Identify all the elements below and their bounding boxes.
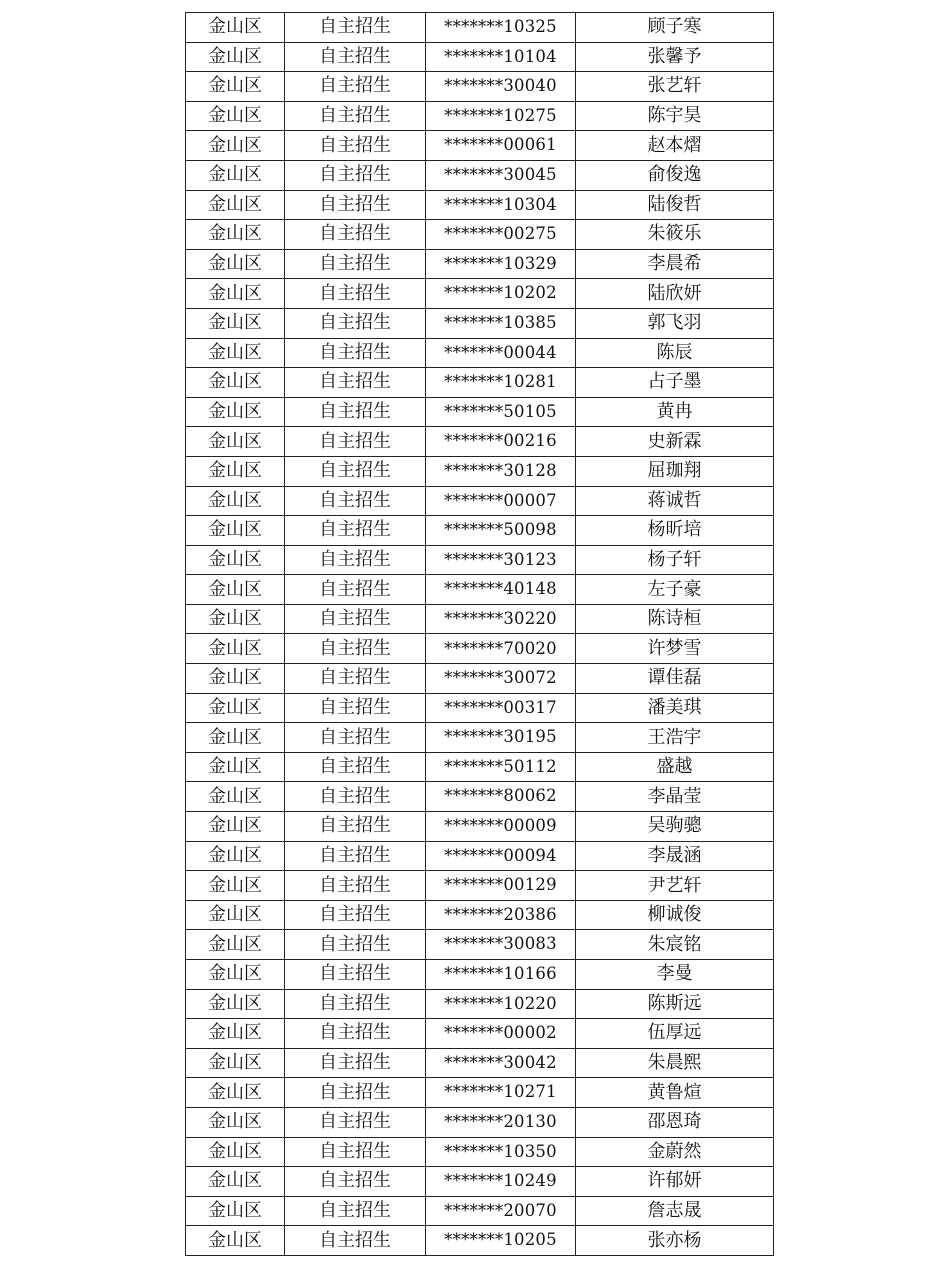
- district-cell: 金山区: [186, 545, 285, 575]
- id-cell: *******10281: [426, 368, 576, 398]
- category-cell: 自主招生: [285, 1226, 426, 1256]
- table-row: [186, 190, 774, 220]
- district-cell: 金山区: [186, 160, 285, 190]
- table-row: [186, 989, 774, 1019]
- id-cell: *******00317: [426, 693, 576, 723]
- name-cell: 杨昕培: [576, 516, 774, 546]
- category-cell: 自主招生: [285, 1196, 426, 1226]
- category-cell: 自主招生: [285, 427, 426, 457]
- category-cell: 自主招生: [285, 1078, 426, 1108]
- table-row: [186, 1048, 774, 1078]
- id-cell: *******00007: [426, 486, 576, 516]
- id-cell: *******20130: [426, 1107, 576, 1137]
- category-cell: 自主招生: [285, 871, 426, 901]
- district-cell: 金山区: [186, 1048, 285, 1078]
- category-cell: 自主招生: [285, 101, 426, 131]
- name-cell: 许郁妍: [576, 1167, 774, 1197]
- name-cell: 左子豪: [576, 575, 774, 605]
- table-row: [186, 960, 774, 990]
- name-cell: 邵恩琦: [576, 1107, 774, 1137]
- id-cell: *******00275: [426, 220, 576, 250]
- id-cell: *******40148: [426, 575, 576, 605]
- category-cell: 自主招生: [285, 1137, 426, 1167]
- category-cell: 自主招生: [285, 131, 426, 161]
- table-row: [186, 220, 774, 250]
- name-cell: 杨子轩: [576, 545, 774, 575]
- name-cell: 许梦雪: [576, 634, 774, 664]
- id-cell: *******10329: [426, 249, 576, 279]
- name-cell: 俞俊逸: [576, 160, 774, 190]
- district-cell: 金山区: [186, 930, 285, 960]
- name-cell: 蒋诚哲: [576, 486, 774, 516]
- category-cell: 自主招生: [285, 397, 426, 427]
- district-cell: 金山区: [186, 368, 285, 398]
- table-row: [186, 545, 774, 575]
- category-cell: 自主招生: [285, 782, 426, 812]
- category-cell: 自主招生: [285, 930, 426, 960]
- category-cell: 自主招生: [285, 841, 426, 871]
- id-cell: *******50098: [426, 516, 576, 546]
- category-cell: 自主招生: [285, 752, 426, 782]
- name-cell: 陆俊哲: [576, 190, 774, 220]
- id-cell: *******30123: [426, 545, 576, 575]
- district-cell: 金山区: [186, 220, 285, 250]
- category-cell: 自主招生: [285, 723, 426, 753]
- category-cell: 自主招生: [285, 220, 426, 250]
- name-cell: 史新霖: [576, 427, 774, 457]
- table-row: [186, 752, 774, 782]
- id-cell: *******00216: [426, 427, 576, 457]
- category-cell: 自主招生: [285, 900, 426, 930]
- name-cell: 盛越: [576, 752, 774, 782]
- district-cell: 金山区: [186, 664, 285, 694]
- id-cell: *******20070: [426, 1196, 576, 1226]
- name-cell: 伍厚远: [576, 1019, 774, 1049]
- district-cell: 金山区: [186, 1167, 285, 1197]
- district-cell: 金山区: [186, 190, 285, 220]
- category-cell: 自主招生: [285, 693, 426, 723]
- name-cell: 詹志晟: [576, 1196, 774, 1226]
- name-cell: 黄冉: [576, 397, 774, 427]
- name-cell: 占子墨: [576, 368, 774, 398]
- category-cell: 自主招生: [285, 190, 426, 220]
- district-cell: 金山区: [186, 13, 285, 43]
- district-cell: 金山区: [186, 308, 285, 338]
- name-cell: 张馨予: [576, 42, 774, 72]
- district-cell: 金山区: [186, 1107, 285, 1137]
- name-cell: 黄鲁煊: [576, 1078, 774, 1108]
- table-row: [186, 131, 774, 161]
- district-cell: 金山区: [186, 101, 285, 131]
- table-row: [186, 486, 774, 516]
- table-row: [186, 664, 774, 694]
- table-row: [186, 1226, 774, 1256]
- table-row: [186, 279, 774, 309]
- name-cell: 谭佳磊: [576, 664, 774, 694]
- district-cell: 金山区: [186, 338, 285, 368]
- district-cell: 金山区: [186, 486, 285, 516]
- district-cell: 金山区: [186, 989, 285, 1019]
- table-row: [186, 72, 774, 102]
- category-cell: 自主招生: [285, 989, 426, 1019]
- id-cell: *******30195: [426, 723, 576, 753]
- name-cell: 吴驹骢: [576, 812, 774, 842]
- district-cell: 金山区: [186, 1078, 285, 1108]
- id-cell: *******00094: [426, 841, 576, 871]
- table-row: [186, 634, 774, 664]
- name-cell: 郭飞羽: [576, 308, 774, 338]
- category-cell: 自主招生: [285, 1107, 426, 1137]
- category-cell: 自主招生: [285, 368, 426, 398]
- table-row: [186, 13, 774, 43]
- table-row: [186, 812, 774, 842]
- table-row: [186, 1167, 774, 1197]
- district-cell: 金山区: [186, 575, 285, 605]
- id-cell: *******30072: [426, 664, 576, 694]
- name-cell: 顾子寒: [576, 13, 774, 43]
- district-cell: 金山区: [186, 516, 285, 546]
- id-cell: *******00061: [426, 131, 576, 161]
- table-row: [186, 42, 774, 72]
- category-cell: 自主招生: [285, 486, 426, 516]
- district-cell: 金山区: [186, 279, 285, 309]
- district-cell: 金山区: [186, 634, 285, 664]
- name-cell: 张艺轩: [576, 72, 774, 102]
- id-cell: *******10166: [426, 960, 576, 990]
- category-cell: 自主招生: [285, 249, 426, 279]
- name-cell: 柳诚俊: [576, 900, 774, 930]
- table-row: [186, 1078, 774, 1108]
- district-cell: 金山区: [186, 1019, 285, 1049]
- table-row: [186, 249, 774, 279]
- name-cell: 朱晨熙: [576, 1048, 774, 1078]
- district-cell: 金山区: [186, 72, 285, 102]
- table-row: [186, 1196, 774, 1226]
- id-cell: *******10350: [426, 1137, 576, 1167]
- table-row: [186, 456, 774, 486]
- name-cell: 李晟涵: [576, 841, 774, 871]
- category-cell: 自主招生: [285, 160, 426, 190]
- name-cell: 赵本熠: [576, 131, 774, 161]
- id-cell: *******30045: [426, 160, 576, 190]
- id-cell: *******20386: [426, 900, 576, 930]
- table-row: [186, 782, 774, 812]
- district-cell: 金山区: [186, 693, 285, 723]
- id-cell: *******30128: [426, 456, 576, 486]
- name-cell: 陆欣妍: [576, 279, 774, 309]
- id-cell: *******10202: [426, 279, 576, 309]
- district-cell: 金山区: [186, 397, 285, 427]
- table-row: [186, 723, 774, 753]
- id-cell: *******70020: [426, 634, 576, 664]
- category-cell: 自主招生: [285, 1048, 426, 1078]
- district-cell: 金山区: [186, 1226, 285, 1256]
- name-cell: 陈斯远: [576, 989, 774, 1019]
- category-cell: 自主招生: [285, 13, 426, 43]
- name-cell: 王浩宇: [576, 723, 774, 753]
- name-cell: 李晶莹: [576, 782, 774, 812]
- category-cell: 自主招生: [285, 812, 426, 842]
- district-cell: 金山区: [186, 249, 285, 279]
- table-body: [186, 13, 774, 1256]
- table-row: [186, 930, 774, 960]
- name-cell: 张亦杨: [576, 1226, 774, 1256]
- id-cell: *******10385: [426, 308, 576, 338]
- name-cell: 朱筱乐: [576, 220, 774, 250]
- name-cell: 陈诗桓: [576, 604, 774, 634]
- name-cell: 李晨希: [576, 249, 774, 279]
- category-cell: 自主招生: [285, 1019, 426, 1049]
- table-row: [186, 101, 774, 131]
- id-cell: *******50105: [426, 397, 576, 427]
- name-cell: 李曼: [576, 960, 774, 990]
- district-cell: 金山区: [186, 871, 285, 901]
- id-cell: *******10249: [426, 1167, 576, 1197]
- table-row: [186, 575, 774, 605]
- table-row: [186, 1107, 774, 1137]
- name-cell: 金蔚然: [576, 1137, 774, 1167]
- category-cell: 自主招生: [285, 42, 426, 72]
- admission-list-table: [185, 12, 774, 1256]
- table-row: [186, 397, 774, 427]
- id-cell: *******80062: [426, 782, 576, 812]
- category-cell: 自主招生: [285, 545, 426, 575]
- district-cell: 金山区: [186, 604, 285, 634]
- id-cell: *******50112: [426, 752, 576, 782]
- district-cell: 金山区: [186, 456, 285, 486]
- id-cell: *******10205: [426, 1226, 576, 1256]
- table-row: [186, 308, 774, 338]
- category-cell: 自主招生: [285, 664, 426, 694]
- category-cell: 自主招生: [285, 960, 426, 990]
- district-cell: 金山区: [186, 427, 285, 457]
- id-cell: *******30042: [426, 1048, 576, 1078]
- table-row: [186, 516, 774, 546]
- table-row: [186, 693, 774, 723]
- district-cell: 金山区: [186, 782, 285, 812]
- table-row: [186, 841, 774, 871]
- id-cell: *******30220: [426, 604, 576, 634]
- table-row: [186, 871, 774, 901]
- id-cell: *******00129: [426, 871, 576, 901]
- category-cell: 自主招生: [285, 456, 426, 486]
- district-cell: 金山区: [186, 960, 285, 990]
- id-cell: *******10304: [426, 190, 576, 220]
- name-cell: 屈珈翔: [576, 456, 774, 486]
- district-cell: 金山区: [186, 841, 285, 871]
- id-cell: *******10104: [426, 42, 576, 72]
- name-cell: 陈宇昊: [576, 101, 774, 131]
- table-row: [186, 368, 774, 398]
- district-cell: 金山区: [186, 900, 285, 930]
- table-row: [186, 1019, 774, 1049]
- district-cell: 金山区: [186, 131, 285, 161]
- district-cell: 金山区: [186, 42, 285, 72]
- table-row: [186, 427, 774, 457]
- district-cell: 金山区: [186, 752, 285, 782]
- category-cell: 自主招生: [285, 634, 426, 664]
- category-cell: 自主招生: [285, 72, 426, 102]
- table-row: [186, 1137, 774, 1167]
- district-cell: 金山区: [186, 1196, 285, 1226]
- id-cell: *******30083: [426, 930, 576, 960]
- table-row: [186, 160, 774, 190]
- table-row: [186, 338, 774, 368]
- table-row: [186, 604, 774, 634]
- district-cell: 金山区: [186, 812, 285, 842]
- category-cell: 自主招生: [285, 575, 426, 605]
- name-cell: 朱宸铭: [576, 930, 774, 960]
- category-cell: 自主招生: [285, 516, 426, 546]
- category-cell: 自主招生: [285, 604, 426, 634]
- category-cell: 自主招生: [285, 338, 426, 368]
- category-cell: 自主招生: [285, 1167, 426, 1197]
- name-cell: 陈辰: [576, 338, 774, 368]
- id-cell: *******00002: [426, 1019, 576, 1049]
- district-cell: 金山区: [186, 1137, 285, 1167]
- id-cell: *******00009: [426, 812, 576, 842]
- id-cell: *******10220: [426, 989, 576, 1019]
- id-cell: *******30040: [426, 72, 576, 102]
- category-cell: 自主招生: [285, 308, 426, 338]
- id-cell: *******10275: [426, 101, 576, 131]
- name-cell: 潘美琪: [576, 693, 774, 723]
- id-cell: *******00044: [426, 338, 576, 368]
- id-cell: *******10271: [426, 1078, 576, 1108]
- district-cell: 金山区: [186, 723, 285, 753]
- name-cell: 尹艺轩: [576, 871, 774, 901]
- category-cell: 自主招生: [285, 279, 426, 309]
- table-row: [186, 900, 774, 930]
- id-cell: *******10325: [426, 13, 576, 43]
